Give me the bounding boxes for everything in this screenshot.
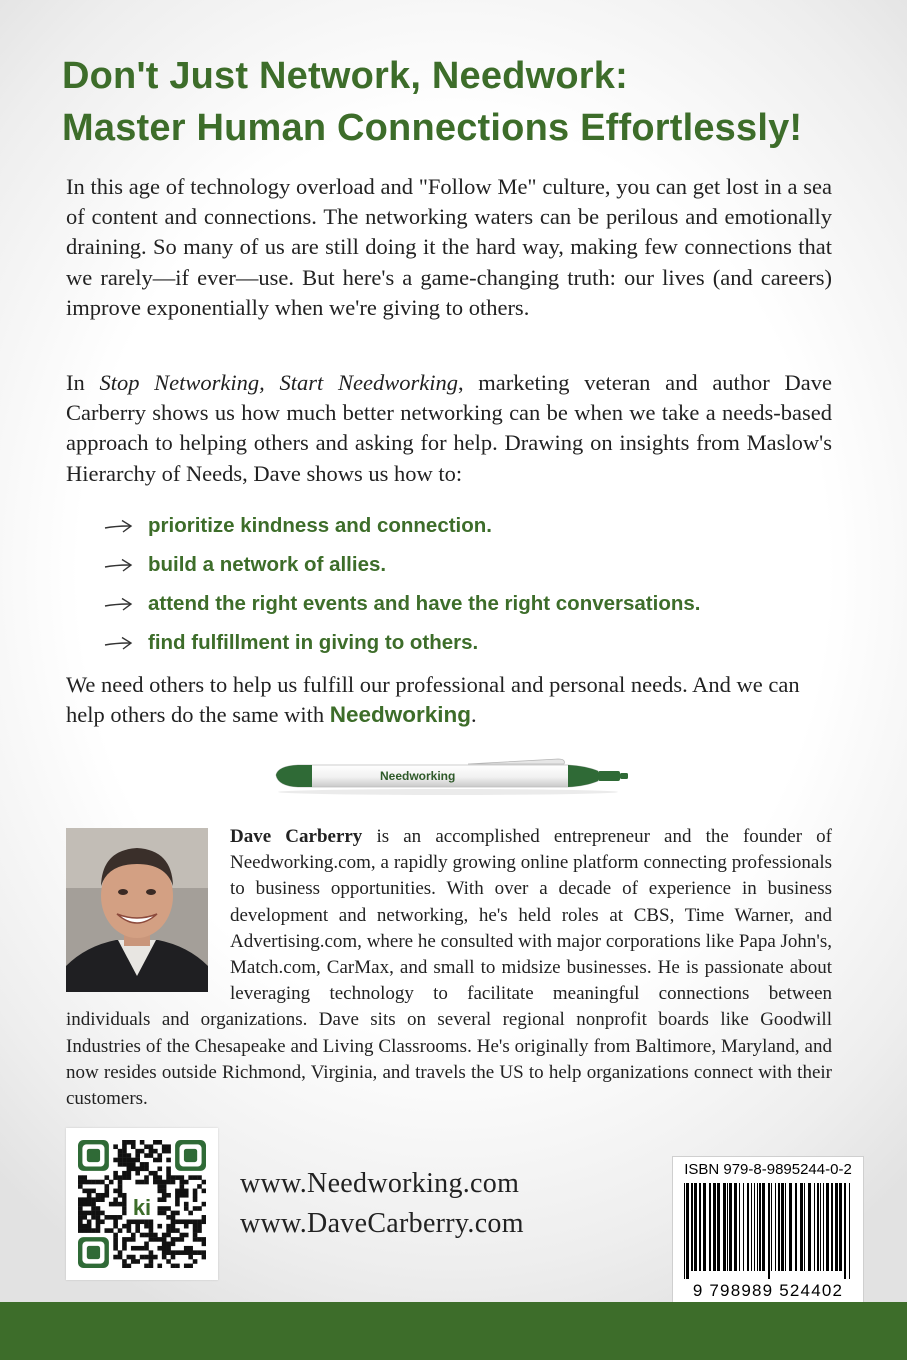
pen-label: Needworking bbox=[380, 769, 456, 783]
benefit-item bbox=[104, 506, 864, 545]
description-paragraph bbox=[66, 368, 832, 489]
headline bbox=[62, 50, 862, 154]
footer-band bbox=[0, 1302, 907, 1360]
headline-line-2: Master Human Connections Effortlessly! bbox=[62, 107, 803, 149]
benefit-item bbox=[104, 584, 864, 623]
description-suffix: , marketing veteran and author Dave Carberry shows us how much better networking can be when we take a needs-based approach to helping others and asking for help. Drawing on insights from Maslow's Hierarchy of Needs, Dave shows us how to: bbox=[66, 370, 832, 486]
closing-end: . bbox=[470, 702, 477, 728]
author-name: Dave Carberry bbox=[230, 826, 363, 847]
book-title: Stop Networking, Start Needworking bbox=[99, 370, 458, 395]
qr-code-image bbox=[78, 1140, 206, 1268]
benefit-text: attend the right events and have the right conversations. bbox=[148, 591, 701, 615]
benefit-text: find fulfillment in giving to others. bbox=[148, 630, 479, 654]
isbn-barcode bbox=[672, 1156, 864, 1314]
arrow-right-icon bbox=[104, 558, 134, 572]
author-bio bbox=[66, 824, 832, 1112]
arrow-right-icon bbox=[104, 597, 134, 611]
headline-suffix: : bbox=[615, 55, 628, 97]
intro-paragraph: In this age of technology overload and "Follow Me" culture, you can get lost in a sea of content and connections. The networking waters can be perilous and emotionally draining. So many of us are still doing it the hard way, making few connections that we rarely—if ever—use. But here's a game-changing truth: our lives (and careers) improve exponentially when we're giving to others. bbox=[66, 174, 832, 320]
arrow-right-icon bbox=[104, 636, 134, 650]
author-bio-text: is an accomplished entrepreneur and the founder of Needworking.com, a rapidly growing online platform connecting professionals to business opportunities. With over a decade of experience in business development and networking, he's held roles at CBS, Time Warner, and Advertising.com, where he consulted with major corporations like Papa John's, Match.com, CarMax, and small to midsize businesses. He is passionate about leveraging technology to facilitate meaningful connections between individuals and organizations. Dave sits on several regional nonprofit boards like Goodwill Industries of the Chesapeake and Living Classrooms. He's originally from Baltimore, Maryland, and now resides outside Richmond, Virginia, and travels the US to help organizations connect with their customers. bbox=[66, 826, 832, 1110]
isbn-label: ISBN 979-8-9895244-0-2 bbox=[684, 1161, 852, 1178]
headline-emphasis: Needwork bbox=[431, 55, 616, 97]
benefit-text: build a network of allies. bbox=[148, 552, 387, 576]
benefit-item bbox=[104, 545, 864, 584]
benefit-item bbox=[104, 623, 864, 662]
arrow-right-icon bbox=[104, 519, 134, 533]
closing-brand: Needworking bbox=[329, 702, 471, 728]
website-url-needworking: www.Needworking.com bbox=[240, 1168, 520, 1199]
website-url-davecarberry: www.DaveCarberry.com bbox=[240, 1208, 524, 1239]
headline-line-1 bbox=[62, 50, 862, 102]
description-prefix: In bbox=[66, 370, 100, 395]
qr-code bbox=[66, 1128, 218, 1280]
headline-prefix: Don't Just Network, bbox=[62, 55, 432, 97]
barcode-image bbox=[684, 1183, 852, 1279]
closing-paragraph bbox=[66, 670, 836, 730]
closing-text: We need others to help us fulfill our professional and personal needs. And we can help others do the same with bbox=[66, 672, 800, 728]
pen-image bbox=[268, 754, 632, 798]
benefit-text: prioritize kindness and connection. bbox=[148, 513, 492, 537]
barcode-number: 9 798989 524402 bbox=[692, 1281, 844, 1300]
benefit-list bbox=[104, 506, 864, 662]
qr-logo: ki bbox=[132, 1195, 152, 1221]
